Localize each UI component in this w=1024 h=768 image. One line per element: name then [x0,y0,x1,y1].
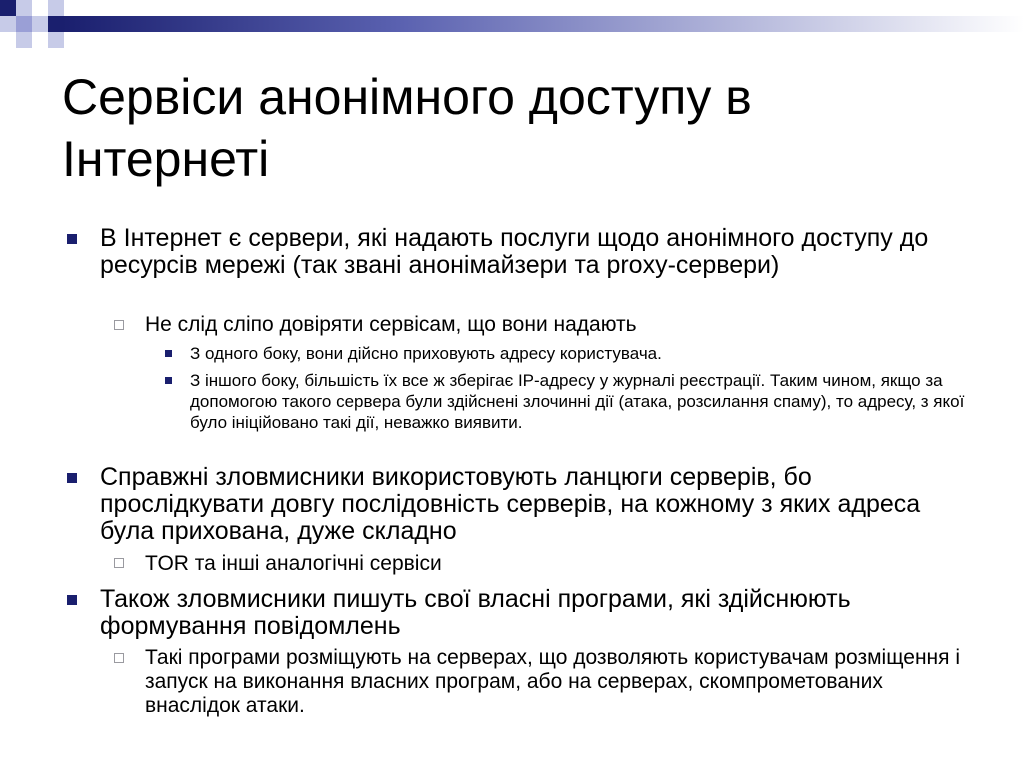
sub-bullet-hollow-square-icon [114,653,124,663]
sub-sub-bullet-text: З одного боку, вони дійсно приховують адресу користувача. [190,344,662,363]
sub-bullet-hollow-square-icon [114,558,124,568]
sub-bullet-text: Такі програми розміщують на серверах, що дозволяють користувачам розміщення і запуск на виконання власних програм, або на серверах, скомпрометованих внаслідок атаки. [145,646,961,717]
bullet-square-icon [67,234,77,244]
bullet-text: Справжні зловмисники використовують ланцюги серверів, бо прослідкувати довгу послідовність серверів, на кожному з яких адреса була прихована, дуже складно [100,463,921,545]
bullet-square-icon [67,595,77,605]
sub-sub-bullet-square-icon [165,350,172,357]
sub-bullet-hollow-square-icon [114,320,124,330]
sub-sub-bullet-text: З іншого боку, більшість їх все ж зберігає IP-адресу у журналі реєстрації. Таким чином, якщо за допомогою такого сервера були здійснені злочинні дії (атака, розсилання спаму), то адресу, з якої було ініційовано такі дії, неважко виявити. [190,371,965,432]
bullet-square-icon [67,473,77,483]
bullet-text: В Інтернет є сервери, які надають послуги щодо анонімного доступу до ресурсів мережі (так звані анонімайзери та proxy-сервери) [100,224,929,279]
bullet-text: Також зловмисники пишуть свої власні програми, які здійснюють формування повідомлень [100,585,851,640]
slide-title: Сервіси анонімного доступу в Інтернеті [62,69,752,187]
header-decoration [0,0,1024,60]
sub-bullet-text: TOR та інші аналогічні сервіси [145,552,442,575]
sub-bullet-text: Не слід сліпо довіряти сервісам, що вони надають [145,313,637,336]
sub-sub-bullet-square-icon [165,377,172,384]
